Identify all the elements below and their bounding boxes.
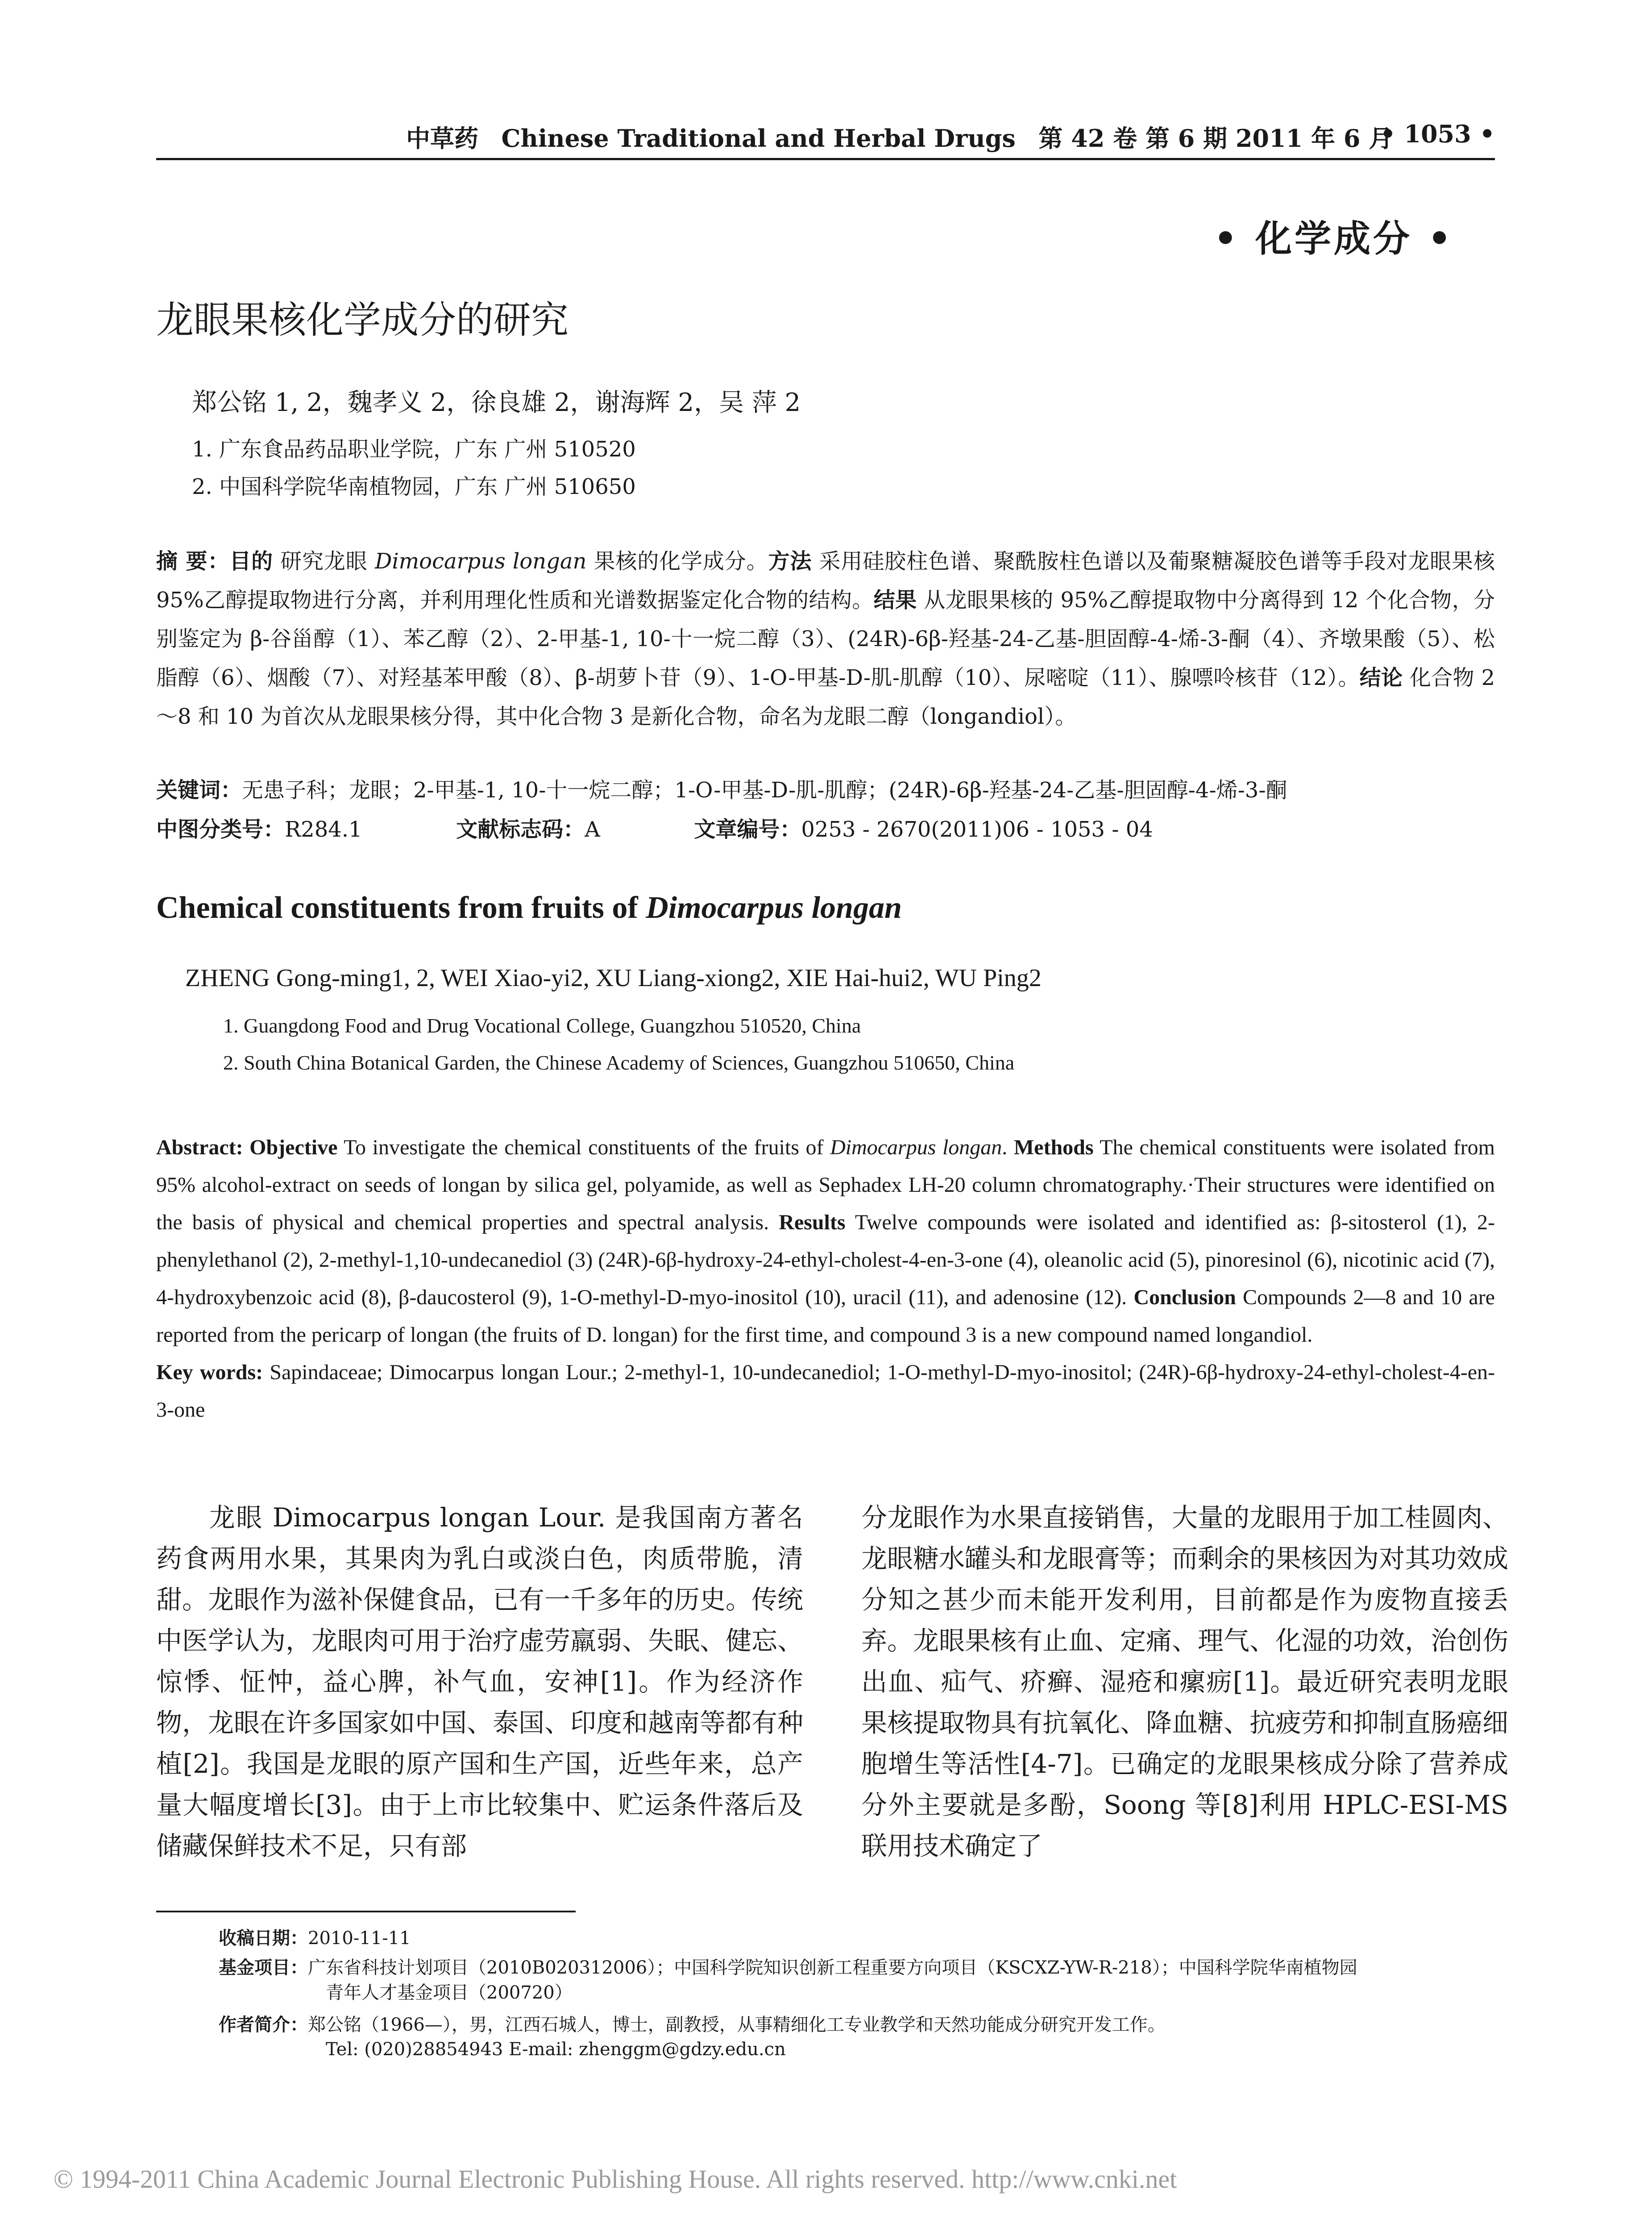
author-contact: Tel: (020)28854943 E-mail: zhenggm@gdzy.edu.cn	[326, 2039, 786, 2060]
copyright-watermark: © 1994-2011 China Academic Journal Electronic Publishing House. All rights reserved. http://www.cnki.net	[54, 2165, 1177, 2194]
objective-label-cn: 目的	[229, 549, 274, 574]
fund-label: 基金项目：	[219, 1957, 308, 1978]
results-text-en: Twelve compounds were isolated and identified as: β-sitosterol (1), 2-phenylethanol (2), 2-methyl-1,10-undecanediol (3) (24R)-6β-hydroxy-24-ethyl-cholest-4-en-3-one (4), oleanolic acid (5), pinoresinol (6), nicotinic acid (7), 4-hydroxybenzoic acid (8), β-daucosterol (9), 1-O-methyl-D-myo-inositol (10), uracil (11), and adenosine (12).	[156, 1211, 1495, 1309]
footnote-author	[219, 2011, 1166, 2036]
keywords-cn-label: 关键词：	[156, 778, 242, 803]
doc-code-label: 文献标志码：	[456, 817, 585, 842]
keywords-en-label: Key words:	[156, 1360, 263, 1384]
authors-en: ZHENG Gong-ming1, 2, WEI Xiao-yi2, XU Liang-xiong2, XIE Hai-hui2, WU Ping2	[185, 964, 1042, 992]
section-label: • 化学成分 •	[1214, 218, 1454, 260]
affiliation-en-2: 2. South China Botanical Garden, the Chinese Academy of Sciences, Guangzhou 510650, China	[223, 1051, 1015, 1074]
abstract-cn	[156, 542, 1495, 736]
abstract-en	[156, 1129, 1495, 1429]
fund-text-2: 青年人才基金项目（200720）	[326, 1982, 573, 2003]
conclusion-label-en: Conclusion	[1133, 1286, 1236, 1309]
affiliation-cn-2: 2. 中国科学院华南植物园，广东 广州 510650	[192, 474, 636, 499]
abstract-cn-label: 摘 要：	[156, 549, 230, 574]
objective-text-cn-a: 研究龙眼	[273, 549, 375, 574]
methods-label-cn: 方法	[768, 549, 812, 574]
keywords-cn	[156, 773, 1287, 804]
journal-title	[406, 120, 1393, 154]
body-text-right: 分龙眼作为水果直接销售，大量的龙眼用于加工桂圆肉、龙眼糖水罐头和龙眼膏等；而剩余的果核因为对其功效成分知之甚少而未能开发利用，目前都是作为废物直接丢弃。龙眼果核有止血、定痛、理气、化湿的功效，治创伤出血、疝气、疥癣、湿疮和瘰疬[1]。最近研究表明龙眼果核提取物具有抗氧化、降血糖、抗疲劳和抑制直肠癌细胞增生等活性[4-7]。已确定的龙眼果核成分除了营养成分外主要就是多酚，Soong 等[8]利用 HPLC-ESI-MS 联用技术确定了	[861, 1502, 1509, 1861]
footnote-received	[219, 1924, 411, 1949]
species-cn: Dimocarpus longan	[374, 549, 587, 574]
keywords-cn-text: 无患子科；龙眼；2-甲基-1, 10-十一烷二醇；1-O-甲基-D-肌-肌醇；(24R)-6β-羟基-24-乙基-胆固醇-4-烯-3-酮	[242, 778, 1287, 803]
species-en: Dimocarpus longan	[830, 1136, 1002, 1159]
title-en-species: Dimocarpus longan	[646, 891, 902, 925]
affiliation-cn-1: 1. 广东食品药品职业学院，广东 广州 510520	[192, 437, 636, 462]
received-label: 收稿日期：	[219, 1928, 308, 1949]
received-date: 2010-11-11	[308, 1928, 411, 1949]
conclusion-text-en: Compounds 2—8 and 10 are reported from the pericarp of longan (the fruits of D. longan) for the first time, and compound 3 is a new compound named longandiol.	[156, 1286, 1495, 1347]
methods-text-en: The chemical constituents were isolated from 95% alcohol-extract on seeds of longan by silica gel, polyamide, as well as Sephadex LH-20 column chromatography.·Their structures were identified on the basis of physical and chemical properties and spectral analysis.	[156, 1136, 1495, 1234]
clc-value: R284.1	[285, 817, 362, 842]
keywords-en-text: Sapindaceae; Dimocarpus longan Lour.; 2-methyl-1, 10-undecanediol; 1-O-methyl-D-myo-inositol; (24R)-6β-hydroxy-24-ethyl-cholest-4-en-3-one	[156, 1360, 1495, 1422]
author-bio-text: 郑公铭（1966—），男，江西石城人，博士，副教授，从事精细化工专业教学和天然功能成分研究开发工作。	[308, 2015, 1166, 2035]
body-column-left	[156, 1497, 803, 1866]
results-label-en: Results	[779, 1211, 846, 1234]
results-label-cn: 结果	[873, 588, 917, 613]
abstract-en-label: Abstract: Objective	[156, 1136, 338, 1159]
journal-name-en: Chinese Traditional and Herbal Drugs	[501, 124, 1016, 153]
body-column-right	[861, 1497, 1508, 1866]
journal-name-cn: 中草药	[406, 124, 478, 153]
methods-label-en: Methods	[1013, 1136, 1094, 1159]
methods-text-cn: 采用硅胶柱色谱、聚酰胺柱色谱以及葡聚糖凝胶色谱等手段对龙眼果核 95%乙醇提取物进行分离，并利用理化性质和光谱数据鉴定化合物的结构。	[156, 549, 1495, 613]
journal-issue: 第 42 卷 第 6 期 2011 年 6 月	[1038, 124, 1393, 153]
fund-text-1: 广东省科技计划项目（2010B020312006）；中国科学院知识创新工程重要方向项目（KSCXZ-YW-R-218）；中国科学院华南植物园	[308, 1957, 1357, 1978]
authors-cn: 郑公铭 1, 2，魏孝义 2，徐良雄 2，谢海辉 2，吴 萍 2	[192, 388, 801, 417]
body-text-left: 龙眼 Dimocarpus longan Lour. 是我国南方著名药食两用水果，其果肉为乳白或淡白色，肉质带脆，清甜。龙眼作为滋补保健食品，已有一千多年的历史。传统中医学认为，龙眼肉可用于治疗虚劳羸弱、失眠、健忘、惊悸、怔忡，益心脾，补气血，安神[1]。作为经济作物，龙眼在许多国家如中国、泰国、印度和越南等都有种植[2]。我国是龙眼的原产国和生产国，近些年来，总产量大幅度增长[3]。由于上市比较集中、贮运条件落后及储藏保鲜技术不足，只有部	[156, 1502, 804, 1861]
doc-code-value: A	[585, 817, 600, 842]
running-header	[156, 120, 1495, 155]
clc-label: 中图分类号：	[156, 817, 285, 842]
title-en-main: Chemical constituents from fruits of	[156, 891, 646, 925]
objective-text-en-a: To investigate the chemical constituents of the fruits of	[337, 1136, 830, 1159]
author-bio-label: 作者简介：	[219, 2015, 308, 2035]
article-number-value: 0253 - 2670(2011)06 - 1053 - 04	[801, 817, 1153, 842]
title-cn: 龙眼果核化学成分的研究	[156, 298, 569, 342]
objective-text-cn-b: 果核的化学成分。	[586, 549, 768, 574]
conclusion-label-cn: 结论	[1359, 665, 1403, 690]
page-number: • 1053 •	[1380, 120, 1495, 148]
objective-text-en-b: .	[1002, 1136, 1014, 1159]
article-number-label: 文章编号：	[694, 817, 801, 842]
title-en	[156, 890, 902, 926]
header-rule	[156, 158, 1495, 160]
footnote-rule	[156, 1911, 576, 1912]
classification-line	[156, 812, 1153, 843]
affiliation-en-1: 1. Guangdong Food and Drug Vocational College, Guangzhou 510520, China	[223, 1014, 861, 1037]
footnote-fund	[219, 1953, 1357, 1979]
results-text-cn: 从龙眼果核的 95%乙醇提取物中分离得到 12 个化合物，分别鉴定为 β-谷甾醇（1）、苯乙醇（2）、2-甲基-1, 10-十一烷二醇（3）、(24R)-6β-羟基-24-乙基-胆固醇-4-烯-3-酮（4）、齐墩果酸（5）、松脂醇（6）、烟酸（7）、对羟基苯甲酸（8）、β-胡萝卜苷（9）、1-O-甲基-D-肌-肌醇（10）、尿嘧啶（11）、腺嘌呤核苷（12）。	[156, 588, 1495, 690]
conclusion-text-cn: 化合物 2～8 和 10 为首次从龙眼果核分得，其中化合物 3 是新化合物，命名为龙眼二醇（longandiol）。	[156, 665, 1495, 729]
